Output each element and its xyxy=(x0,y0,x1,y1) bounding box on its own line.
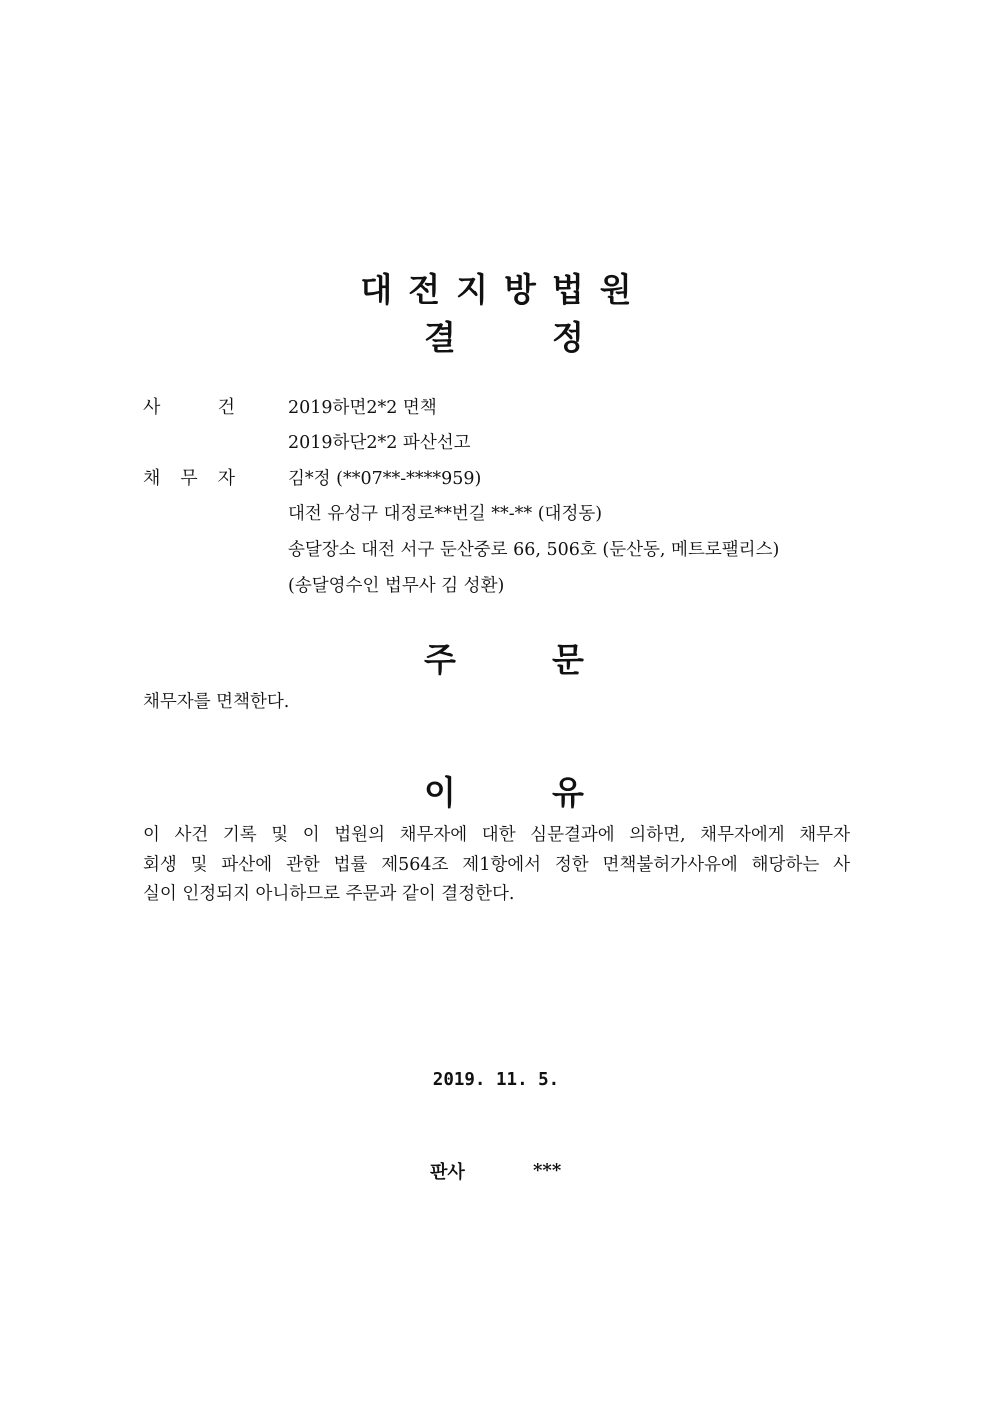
debtor-name: 김*정 (**07**-****959) xyxy=(288,469,482,489)
reasons-line: 이 사건 기록 및 이 법원의 채무자에 대한 심문결과에 의하면, 채무자에게 채무자 xyxy=(143,825,850,845)
doc-type-char-2: 정 xyxy=(552,318,584,357)
debtor-label-char: 무 xyxy=(180,468,198,489)
debtor-label-char: 채 xyxy=(143,468,161,489)
doc-type-char-1: 결 xyxy=(424,318,456,357)
reasons-line: 실이 인정되지 아니하므로 주문과 같이 결정한다. xyxy=(143,884,515,904)
judge-title: 판사 xyxy=(430,1162,465,1183)
debtor-label xyxy=(143,464,235,490)
order-heading-char-1: 주 xyxy=(424,640,456,679)
service-address: 송달장소 대전 서구 둔산중로 66, 506호 (둔산동, 메트로팰리스) xyxy=(288,540,780,560)
case-number: 2019하단2*2 파산선고 xyxy=(288,433,471,453)
order-heading-char-2: 문 xyxy=(552,640,584,679)
decision-date: 2019. 11. 5. xyxy=(432,1070,560,1090)
case-label xyxy=(143,393,235,419)
order-text: 채무자를 면책한다. xyxy=(143,692,290,712)
court-name: 대전지방법원 xyxy=(360,270,648,309)
reasons-heading-char-2: 유 xyxy=(552,773,584,812)
case-label-char: 건 xyxy=(217,397,235,418)
service-recipient: (송달영수인 법무사 김 성환) xyxy=(288,576,505,596)
case-number: 2019하면2*2 면책 xyxy=(288,398,437,418)
debtor-address: 대전 유성구 대정로**번길 **-** (대정동) xyxy=(288,504,603,524)
case-label-char: 사 xyxy=(143,397,161,418)
judge-name: *** xyxy=(533,1160,562,1181)
reasons-line: 회생 및 파산에 관한 법률 제564조 제1항에서 정한 면책불허가사유에 해당하는 사 xyxy=(143,855,850,875)
reasons-heading-char-1: 이 xyxy=(424,773,456,812)
debtor-label-char: 자 xyxy=(217,468,235,489)
